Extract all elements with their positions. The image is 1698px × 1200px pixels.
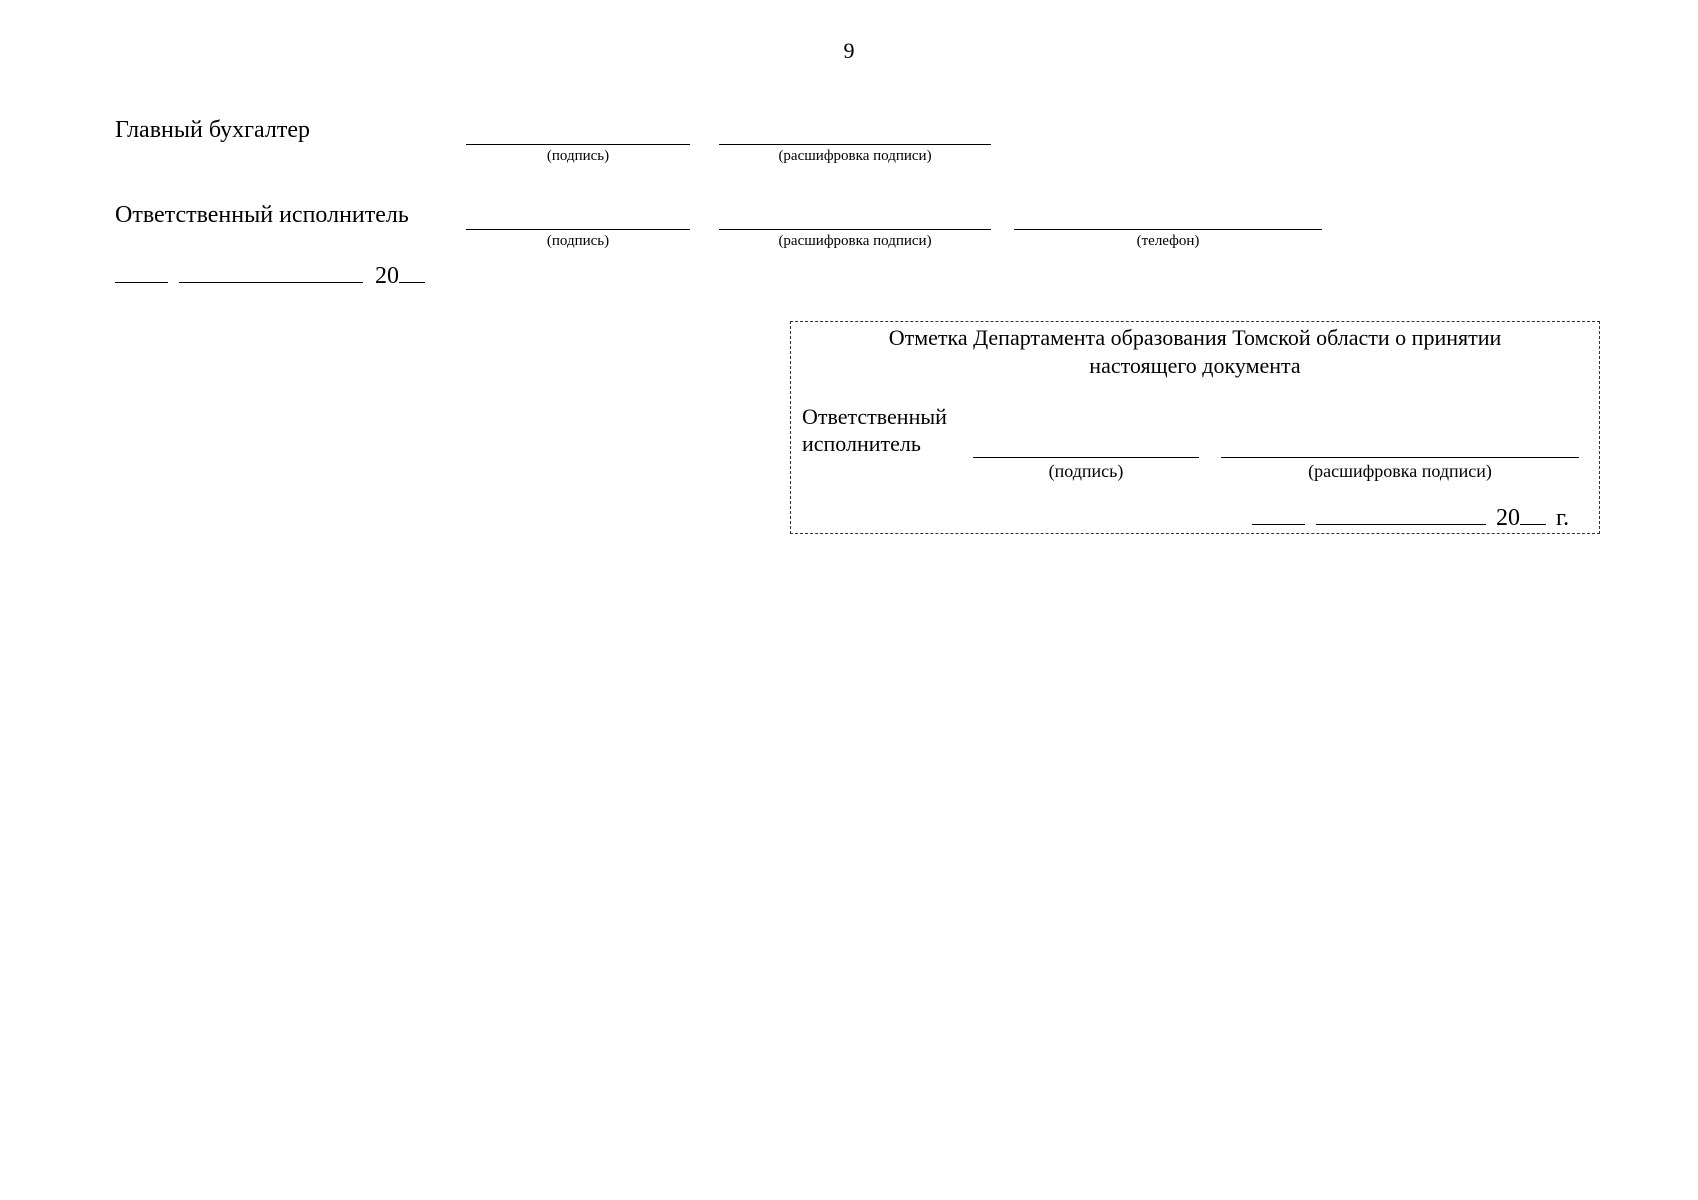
chief-accountant-decoding-line[interactable] <box>719 144 991 145</box>
date-line <box>115 262 425 290</box>
department-mark-box <box>790 321 1600 534</box>
chief-accountant-signature-caption: (подпись) <box>546 148 610 164</box>
chief-accountant-signature-line[interactable] <box>466 144 690 145</box>
department-date-line <box>1252 504 1569 532</box>
department-date-month-blank[interactable] <box>1316 504 1486 525</box>
chief-accountant-label: Главный бухгалтер <box>115 117 310 143</box>
responsible-executor-label: Ответственный исполнитель <box>115 202 409 228</box>
executor-decoding-caption: (расшифровка подписи) <box>778 233 932 249</box>
department-mark-title <box>791 324 1599 380</box>
executor-phone-line[interactable] <box>1014 229 1322 230</box>
department-mark-title-line1: Отметка Департамента образования Томской области о принятии <box>888 325 1502 350</box>
date-year-blank[interactable] <box>399 262 425 283</box>
page-number: 9 <box>843 38 855 63</box>
executor-signature-line[interactable] <box>466 229 690 230</box>
executor-signature-caption: (подпись) <box>546 233 610 249</box>
chief-accountant-decoding-caption: (расшифровка подписи) <box>778 148 932 164</box>
date-year-prefix: 20 <box>375 263 399 289</box>
department-date-year-suffix: г. <box>1556 505 1570 531</box>
department-executor-label <box>802 403 947 457</box>
department-date-year-prefix: 20 <box>1496 505 1520 531</box>
department-executor-label-line1: Ответственный <box>802 404 947 429</box>
department-decoding-line[interactable] <box>1221 457 1579 458</box>
department-executor-label-line2: исполнитель <box>802 431 921 456</box>
department-date-day-blank[interactable] <box>1252 504 1305 525</box>
department-decoding-caption: (расшифровка подписи) <box>1308 461 1492 481</box>
department-date-year-blank[interactable] <box>1520 504 1546 525</box>
department-signature-caption: (подпись) <box>1048 461 1124 481</box>
executor-phone-caption: (телефон) <box>1136 233 1200 249</box>
department-mark-title-line2: настоящего документа <box>1089 353 1301 378</box>
executor-decoding-line[interactable] <box>719 229 991 230</box>
date-month-blank[interactable] <box>179 262 363 283</box>
date-day-blank[interactable] <box>115 262 168 283</box>
department-signature-line[interactable] <box>973 457 1199 458</box>
